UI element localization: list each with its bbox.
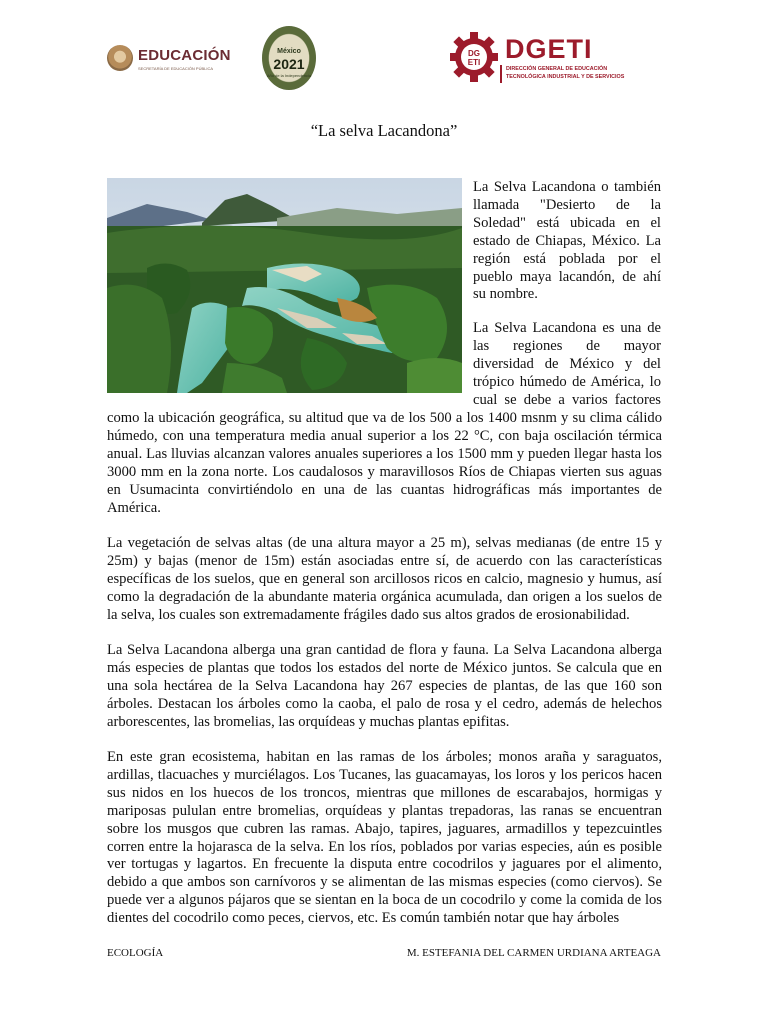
- selva-lacandona-photo: [107, 178, 462, 393]
- sep-logo-subtext: SECRETARÍA DE EDUCACIÓN PÚBLICA: [138, 66, 214, 71]
- text-line: región está poblada por el: [473, 250, 661, 267]
- dgeti-gear-icon: [449, 28, 499, 86]
- footer-subject: ECOLOGÍA: [107, 947, 164, 959]
- mexico-logo-year: 2021: [273, 56, 305, 72]
- text-line: pueblo maya lacandón, de ahí: [473, 268, 661, 285]
- sep-educacion-logo: [107, 44, 257, 76]
- paragraph-5: En este gran ecosistema, habitan en las ramas de los árboles; monos araña y saraguatos, ardillas, tlacuaches y murciélagos. Los Tucanes, las guacamayas, los loros y los pericos hacen sus nidos en los huecos de los troncos, mientras que millones de escarabajos, hormigas y mariposas pululan entre bromelias, orquídeas y plantas trepadoras, las ranas se encuentran sobre los musgos que cubren las ramas. Abajo, tapires, jaguares, armadillos y tepezcuintles corren entre la hojarasca de la selva. En los ríos, poblados por varias especies, aún es posible ver tortugas y lagartos. En frecuente la disputa entre cocodrilos y jaguares por el alimento, debido a que ambos son carnívoros y se alimentan de las mismas especies (como ciervos). Se puede ver a algunos pájaros que se sientan en la boca de un cocodrilo y come la comida de los dientes del cocodrilo como peces, ciervos, etc. Es común también notar que hay árboles: [107, 749, 662, 927]
- text-line: las regiones de mayor: [473, 337, 661, 354]
- text-line: diversidad de México y del: [473, 355, 661, 372]
- mexico-logo-bottom: Año de la Independencia: [266, 73, 312, 78]
- side-paragraph-1: [473, 179, 661, 304]
- text-line: su nombre.: [473, 286, 538, 303]
- national-seal-icon: [107, 45, 133, 71]
- dgeti-subtitle-line2: TECNOLÓGICA INDUSTRIAL Y DE SERVICIOS: [506, 74, 625, 80]
- mexico-logo-top: México: [277, 48, 301, 55]
- sep-logo-text: EDUCACIÓN: [138, 47, 231, 64]
- paragraph-2-continued: como la ubicación geográfica, su altitud que va de los 500 a los 1400 msnm y su clima cálido húmedo, con una temperatura media anual superior a los 22 °C, con baja oscilación térmica anual. Las lluvias alcanzan valores anuales superiores a los 1500 mm y pueden llegar hasta los 3000 mm en la zona norte. Los caudalosos y maravillosos Ríos de Chiapas vierten sus aguas en Usumacinta convirtiéndolo en una de las cuantas hidrográficas más importantes de América.: [107, 410, 662, 516]
- paragraph-4: La Selva Lacandona alberga una gran cantidad de flora y fauna. La Selva Lacandona alberga más especies de plantas que todos los estados del norte de México juntos. Se calcula que en una sola hectárea de la Selva Lacandona hay 267 especies de plantas, de las que 160 son árboles. Destacan los árboles como la caoba, el palo de rosa y el cedro, además de helechos arborescentes, las bromelias, las orquídeas y muchas plantas epifitas.: [107, 642, 662, 730]
- dgeti-logo: [449, 28, 665, 88]
- text-line: trópico húmedo de América, lo: [473, 373, 661, 390]
- mexico-2021-logo: [262, 26, 316, 90]
- text-line: Soledad" está ubicada en el: [473, 214, 661, 231]
- dgeti-subtitle-line1: DIRECCIÓN GENERAL DE EDUCACIÓN: [506, 66, 608, 72]
- text-line: La Selva Lacandona o también: [473, 179, 661, 195]
- document-title: “La selva Lacandona”: [310, 121, 458, 140]
- text-line: La Selva Lacandona es una de: [473, 320, 661, 336]
- header: [0, 26, 768, 96]
- text-line: estado de Chiapas, México. La: [473, 232, 661, 249]
- paragraph-3: La vegetación de selvas altas (de una altura mayor a 25 m), selvas medianas (de entre 15 y 25m) y bajas (menor de 15m) están asociadas entre sí, de acuerdo con las características específicas de los suelos, que en general son arcillosos ricos en calcio, magnesio y humus, así como la degradación de la abundante materia orgánica acumulada, dan origen a los suelos de la selva, los cuales son extremadamente frágiles dado sus altos grados de erosionabilidad.: [107, 535, 662, 623]
- text-line: cual se debe a varios factores: [473, 391, 661, 408]
- footer-author: M. ESTEFANIA DEL CARMEN URDIANA ARTEAGA: [406, 947, 661, 959]
- side-paragraph-2: [473, 320, 661, 410]
- svg-text:DG: DG: [468, 49, 480, 58]
- text-line: llamada "Desierto de la: [473, 196, 661, 213]
- svg-text:ETI: ETI: [467, 58, 481, 67]
- dgeti-subtitle: [500, 65, 662, 83]
- dgeti-logo-text: DGETI: [505, 34, 593, 64]
